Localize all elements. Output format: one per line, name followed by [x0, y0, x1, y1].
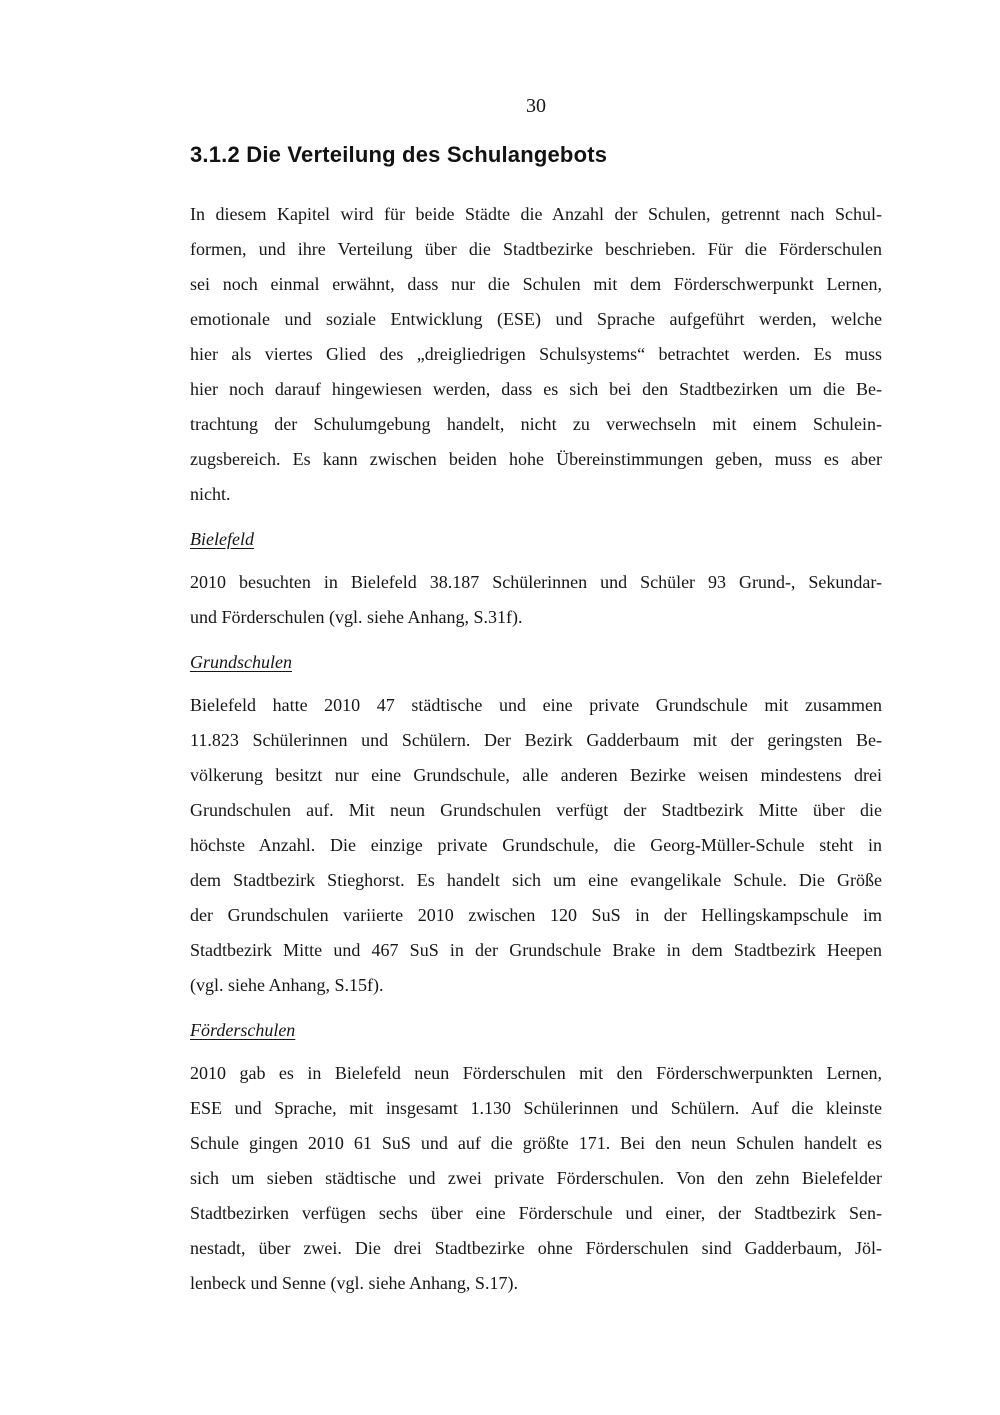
text-line: Stadtbezirk Mitte und 467 SuS in der Grundschule Brake in dem Stadtbezirk Heepen [190, 940, 882, 960]
text-line: völkerung besitzt nur eine Grundschule, alle anderen Bezirke weisen mindestens drei [190, 765, 882, 785]
text-line: 2010 besuchten in Bielefeld 38.187 Schülerinnen und Schüler 93 Grund-, Sekundar- [190, 572, 882, 592]
text-line: dem Stadtbezirk Stieghorst. Es handelt sich um eine evangelikale Schule. Die Größe [190, 870, 882, 890]
text-line: und Förderschulen (vgl. siehe Anhang, S.31f). [190, 607, 523, 627]
section-heading: 3.1.2 Die Verteilung des Schulangebots [190, 142, 608, 167]
text-line: formen, und ihre Verteilung über die Stadtbezirke beschrieben. Für die Förderschulen [190, 239, 882, 259]
subheading-label: Bielefeld [190, 529, 254, 549]
subheading [190, 645, 882, 680]
paragraph [190, 1056, 882, 1301]
text-line: emotionale und soziale Entwicklung (ESE) und Sprache aufgeführt werden, welche [190, 309, 882, 329]
text-line: Bielefeld hatte 2010 47 städtische und eine private Grundschule mit zusammen [190, 695, 882, 715]
text-line: der Grundschulen variierte 2010 zwischen 120 SuS in der Hellingskampschule im [190, 905, 882, 925]
text-line: 11.823 Schülerinnen und Schülern. Der Bezirk Gadderbaum mit der geringsten Be- [190, 730, 882, 750]
text-line: Schule gingen 2010 61 SuS und auf die größte 171. Bei den neun Schulen handelt es [190, 1133, 882, 1153]
paragraph [190, 565, 882, 635]
text-line: Grundschulen auf. Mit neun Grundschulen verfügt der Stadtbezirk Mitte über die [190, 800, 882, 820]
subheading [190, 1013, 882, 1048]
page-content [190, 197, 882, 1301]
page-number: 30 [526, 95, 546, 117]
subheading-label: Förderschulen [190, 1020, 296, 1040]
text-line: Stadtbezirken verfügen sechs über eine Förderschule und einer, der Stadtbezirk Sen- [190, 1203, 882, 1223]
text-line: (vgl. siehe Anhang, S.15f). [190, 975, 384, 995]
text-line: hier als viertes Glied des „dreigliedrigen Schulsystems“ betrachtet werden. Es muss [190, 344, 882, 364]
text-line: ESE und Sprache, mit insgesamt 1.130 Schülerinnen und Schülern. Auf die kleinste [190, 1098, 882, 1118]
text-line: hier noch darauf hingewiesen werden, dass es sich bei den Stadtbezirken um die Be- [190, 379, 882, 399]
subheading [190, 522, 882, 557]
text-line: nestadt, über zwei. Die drei Stadtbezirke ohne Förderschulen sind Gadderbaum, Jöl- [190, 1238, 882, 1258]
paragraph [190, 197, 882, 512]
subheading-label: Grundschulen [190, 652, 292, 672]
text-line: sich um sieben städtische und zwei private Förderschulen. Von den zehn Bielefelder [190, 1168, 882, 1188]
paragraph [190, 688, 882, 1003]
text-line: zugsbereich. Es kann zwischen beiden hohe Übereinstimmungen geben, muss es aber [190, 449, 882, 469]
text-line: trachtung der Schulumgebung handelt, nicht zu verwechseln mit einem Schulein- [190, 414, 882, 434]
text-line: nicht. [190, 484, 231, 504]
text-column [190, 95, 882, 1301]
text-line: lenbeck und Senne (vgl. siehe Anhang, S.17). [190, 1273, 518, 1293]
text-line: höchste Anzahl. Die einzige private Grundschule, die Georg-Müller-Schule steht in [190, 835, 882, 855]
text-line: In diesem Kapitel wird für beide Städte die Anzahl der Schulen, getrennt nach Schul- [190, 204, 882, 224]
text-line: sei noch einmal erwähnt, dass nur die Schulen mit dem Förderschwerpunkt Lernen, [190, 274, 882, 294]
text-line: 2010 gab es in Bielefeld neun Förderschulen mit den Förderschwerpunkten Lernen, [190, 1063, 882, 1083]
